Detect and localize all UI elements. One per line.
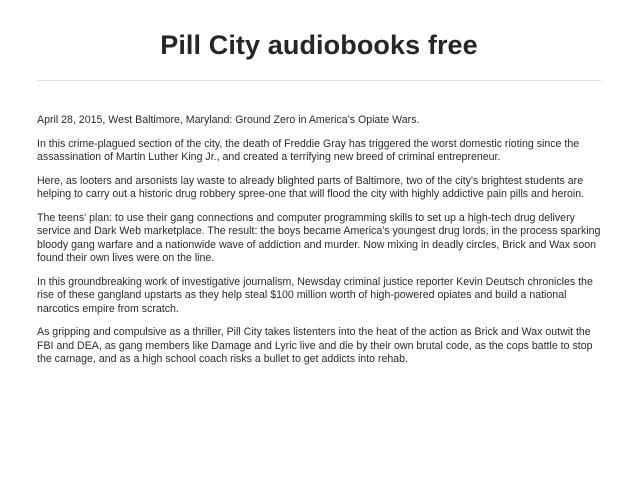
paragraph-thriller: As gripping and compulsive as a thriller, Pill City takes listenters into the heat of the action as Brick and Wax outwit the FBI and DEA, as gang members like Damage and Lyric live and die by their own brutal code, as the cops battle to stop the carnage, and as a high school coach risks a bullet to get addicts into rehab. [37, 326, 593, 365]
paragraph-teens-plan: The teens' plan: to use their gang connections and computer programming skills to set up a high-tech drug delivery service and Dark Web marketplace. The result: the boys became America's youngest drug lords, in the process sparking bloody gang warfare and a nationwide wave of addiction and murder. Now mixing in deadly circles, Brick and Wax soon found their own lives were on the line. [37, 211, 601, 264]
page-title: Pill City audiobooks free [160, 30, 478, 60]
paragraph-journalism: In this groundbreaking work of investigative journalism, Newsday criminal justice reporter Kevin Deutsch chronicles the rise of these gangland upstarts as they help steal $100 million worth of high-powered opiates and build a national narcotics empire from scratch. [37, 275, 593, 315]
paragraph-looters: Here, as looters and arsonists lay waste to already blighted parts of Baltimore, two of the city's brightest students are helping to carry out a historic drug robbery spree-one that will flood the city with highly addictive pain pills and heroin. [37, 174, 585, 200]
body-text [37, 114, 603, 377]
title-divider [37, 80, 601, 81]
paragraph-crime-section: In this crime-plagued section of the city, the death of Freddie Gray has triggered the worst domestic rioting since the assassination of Martin Luther King Jr., and created a terrifying new breed of criminal entrepreneur. [37, 137, 580, 163]
paragraph-date-location: April 28, 2015, West Baltimore, Maryland: Ground Zero in America's Opiate Wars. [37, 114, 420, 126]
